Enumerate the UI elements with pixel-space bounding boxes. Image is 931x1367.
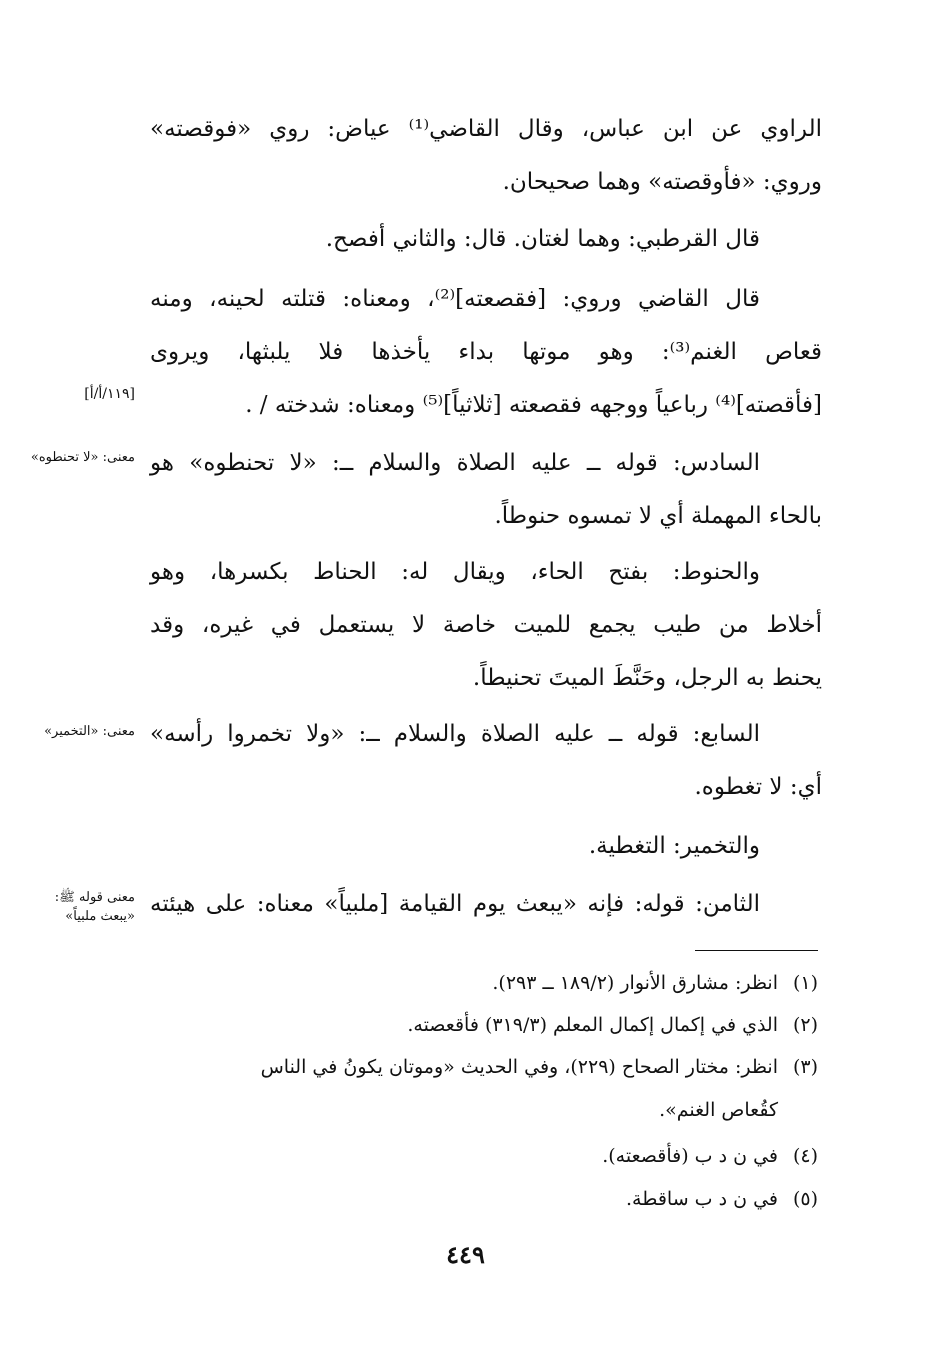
margin-note-tahnit: معنى: «لا تحنطوه» [30,450,135,465]
footnote-separator [695,950,818,951]
footnote-text: كقُعاص الغنم». [659,1099,778,1121]
footnote-4 [150,1138,818,1174]
text-line: السابع: قوله ــ عليه الصلاة والسلام ــ: «ولا تخمروا رأسه» [150,721,760,747]
footnote-text: انظر: مشارق الأنوار (١٨٩/٢ ــ ٢٩٣). [492,972,778,994]
footnote-number: (٢) [792,1014,818,1036]
footnote-number: (٤) [792,1145,818,1167]
text-line: الراوي عن ابن عباس، وقال القاضي⁽¹⁾ عياض: روي «فوقصته» [150,116,822,142]
text-line: وروي: «فأوقصته» وهما صحيحان. [502,169,822,195]
text-line: السادس: قوله ــ عليه الصلاة والسلام ــ: «لا تحنطوه» هو [150,450,760,476]
text-line: [فأقصته]⁽⁴⁾ رباعياً ووجهه فقصعته [ثلاثياً]⁽⁵⁾ ومعناه: شدخته / . [245,392,822,418]
footnote-text: انظر: مختار الصحاح (٢٢٩)، وفي الحديث «وموتان يكونُ في الناس [260,1056,778,1078]
text-line: أي: لا تغطوه. [694,774,822,800]
footnote-5 [150,1181,818,1217]
footnote-3 [150,1049,818,1085]
text-line: والتخمير: التغطية. [588,833,760,859]
text-line: يحنط به الرجل، وحَنَّطَ الميتَ تحنيطاً. [472,665,822,691]
footnote-text: في ن د ب ساقطة. [626,1188,778,1210]
margin-note-takhmir: معنى: «التخمير» [44,724,135,739]
text-line: قعاص الغنم⁽³⁾: وهو موتها بداء يأخذها فلا يلبثها، ويروى [150,339,822,365]
footnote-number: (١) [792,972,818,994]
text-line: أخلاط من طيب يجمع للميت خاصة لا يستعمل في غيره، وقد [150,612,822,638]
page-number: ٤٤٩ [446,1240,485,1269]
folio-reference: [١١٩/أ/أ] [84,386,135,402]
footnote-2 [150,1007,818,1043]
footnote-text: في ن د ب (فأقصعته). [602,1145,778,1167]
text-line: والحنوط: بفتح الحاء، ويقال له: الحناط بكسرها، وهو [150,559,760,585]
footnote-number: (٥) [792,1188,818,1210]
footnote-1 [150,965,818,1001]
footnote-text: الذي في إكمال إكمال المعلم (٣١٩/٣) فأقعصته. [407,1014,778,1036]
text-line: قال القاضي وروي: [فقصعته]⁽²⁾، ومعناه: قتلته لحينه، ومنه [150,286,760,312]
footnote-number: (٣) [792,1056,818,1078]
text-line: قال القرطبي: وهما لغتان. قال: والثاني أفصح. [325,226,760,252]
text-line: بالحاء المهملة أي لا تمسوه حنوطاً. [494,503,822,529]
margin-note-mulabbiyan: معنى قوله ﷺ: «يبعث ملبياً» [54,890,135,924]
footnote-3-continued [150,1092,818,1128]
text-line: الثامن: قوله: فإنه «يبعث يوم القيامة [ملبياً» معناه: على هيئته [150,891,760,917]
